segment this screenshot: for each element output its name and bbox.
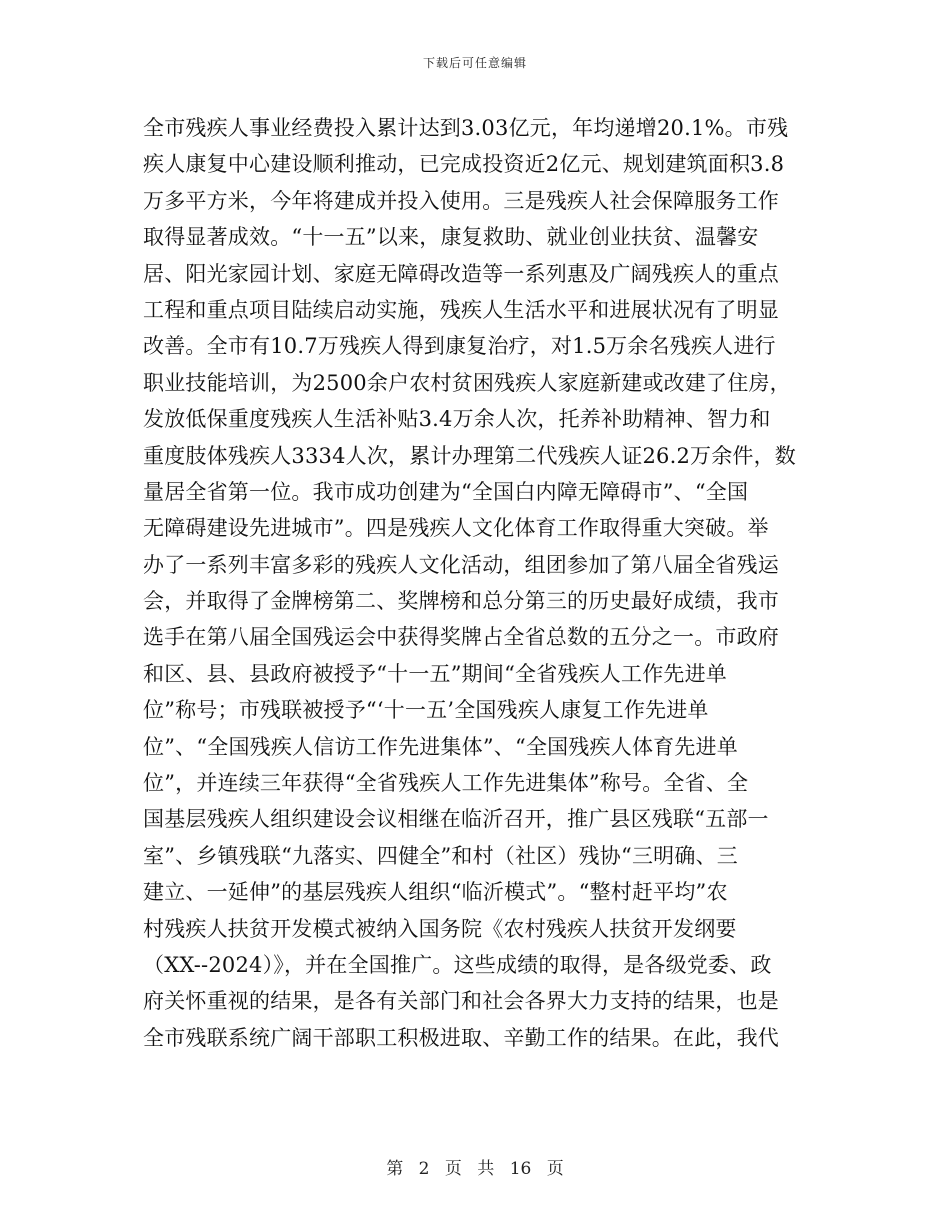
text-line: 办了一系列丰富多彩的残疾人文化活动，组团参加了第八届全省残运 (143, 552, 779, 577)
text-line: 万多平方米，今年将建成并投入使用。三是残疾人社会保障服务工作 (143, 188, 779, 213)
text-line: 室”、乡镇残联“九落实、四健全”和村（社区）残协“三明确、三 (143, 843, 738, 868)
page-header-note: 下载后可任意编辑 (422, 56, 527, 70)
page-number-footer (0, 1154, 950, 1179)
text-line: 位”称号；市残联被授予“‘十一五’全国残疾人康复工作先进单 (143, 698, 709, 723)
page-prefix: 第 (386, 1159, 404, 1179)
text-line: 居、阳光家园计划、家庭无障碍改造等一系列惠及广阔残疾人的重点 (143, 261, 779, 286)
text-line: 全市残疾人事业经费投入累计达到3.03亿元，年均递增20.1%。市残 (143, 116, 789, 140)
text-line: 位”，并连续三年获得“全省残疾人工作先进集体”称号。全省、全 (143, 771, 749, 796)
text-line: 工程和重点项目陆续启动实施，残疾人生活水平和进展状况有了明显 (143, 297, 779, 322)
text-line: 改善。全市有10.7万残疾人得到康复治疗，对1.5万余名残疾人进行 (143, 334, 776, 359)
text-line: 和区、县、县政府被授予“十一五”期间“全省残疾人工作先进单 (143, 661, 728, 686)
page-unit: 页 (444, 1159, 462, 1179)
total-unit: 页 (546, 1159, 564, 1179)
text-line: （XX--2024）》，并在全国推广。这些成绩的取得，是各级党委、政 (143, 952, 772, 977)
total-prefix: 共 (477, 1159, 495, 1179)
text-line: 府关怀重视的结果，是各有关部门和社会各界大力支持的结果，也是 (143, 989, 779, 1014)
document-body (143, 110, 803, 1056)
text-line: 位”、“全国残疾人信访工作先进集体”、“全国残疾人体育先进单 (143, 734, 738, 759)
text-line: 全市残联系统广阔干部职工积极进取、辛勤工作的结果。在此，我代 (143, 1025, 779, 1050)
text-line: 重度肢体残疾人3334人次，累计办理第二代残疾人证26.2万余件，数 (143, 443, 796, 468)
text-line: 村残疾人扶贫开发模式被纳入国务院《农村残疾人扶贫开发纲要 (143, 916, 737, 941)
total-page-count: 16 (509, 1159, 532, 1179)
text-line: 疾人康复中心建设顺利推动，已完成投资近2亿元、规划建筑面积3.8 (143, 152, 785, 177)
text-line: 取得显著成效。“十一五”以来，康复救助、就业创业扶贫、温馨安 (143, 225, 759, 250)
text-line: 职业技能培训，为2500余户农村贫困残疾人家庭新建或改建了住房， (143, 370, 791, 395)
text-line: 选手在第八届全国残运会中获得奖牌占全省总数的五分之一。市政府 (143, 625, 779, 650)
text-line: 无障碍建设先进城市”。四是残疾人文化体育工作取得重大突破。举 (143, 516, 769, 541)
text-line: 会，并取得了金牌榜第二、奖牌榜和总分第三的历史最好成绩，我市 (143, 589, 779, 614)
text-line: 量居全省第一位。我市成功创建为“全国白内障无障碍市”、“全国 (143, 479, 749, 504)
text-line: 发放低保重度残疾人生活补贴3.4万余人次，托养补助精神、智力和 (143, 407, 771, 432)
text-line: 国基层残疾人组织建设会议相继在临沂召开，推广县区残联“五部一 (143, 807, 769, 832)
text-line: 建立、一延伸”的基层残疾人组织“临沂模式”。“整村赶平均”农 (143, 880, 728, 905)
current-page-number: 2 (418, 1159, 430, 1179)
